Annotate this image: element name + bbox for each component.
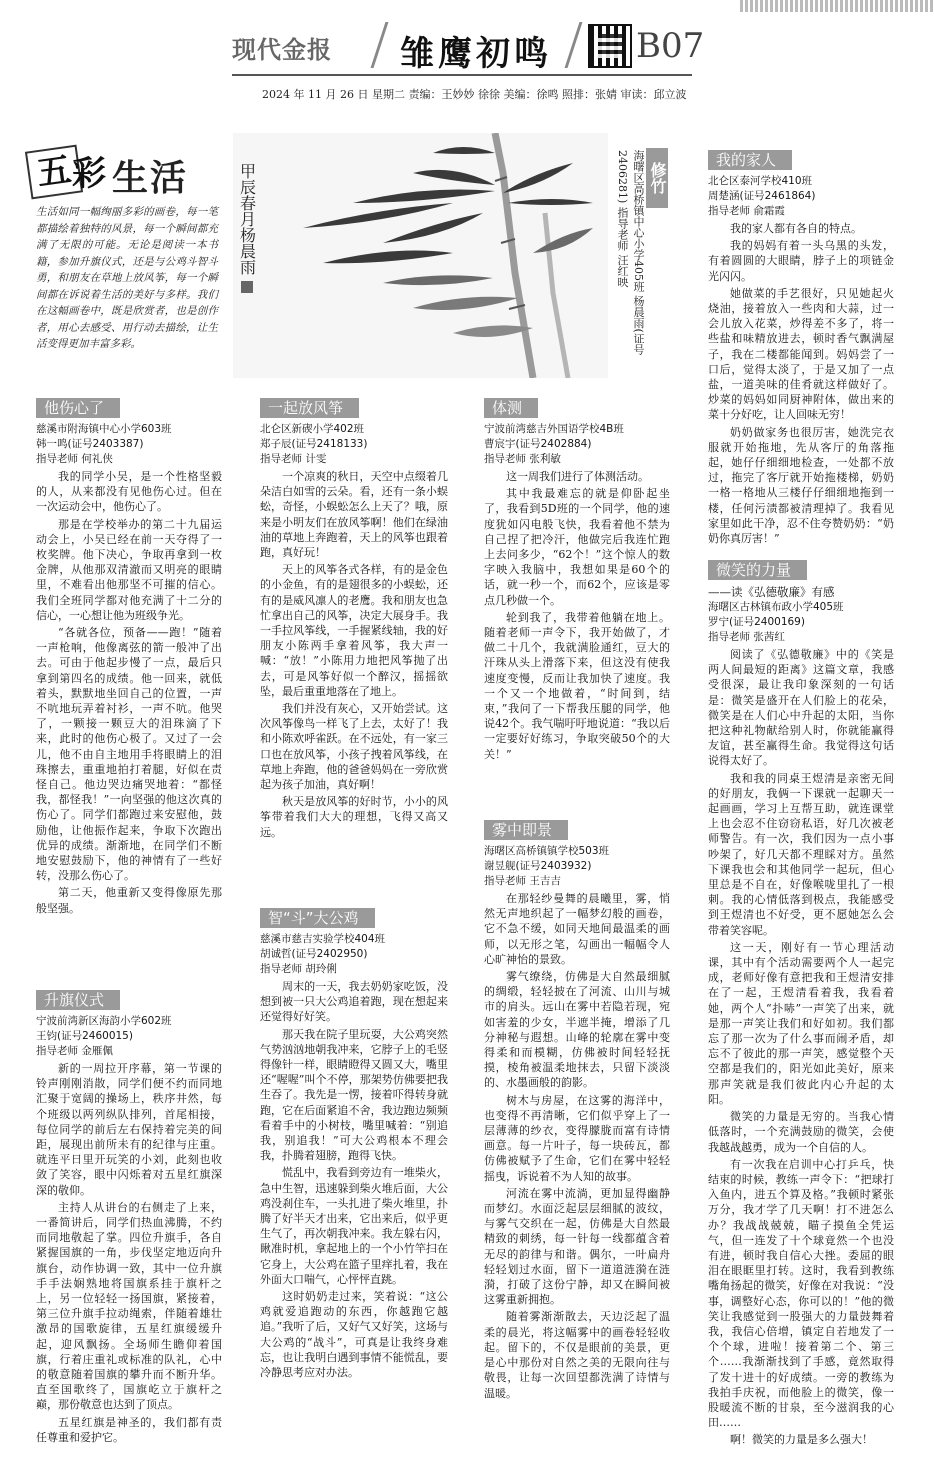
paragraph: 这一周我们进行了体测活动。 [506,470,649,483]
paragraph: 主持人从讲台的右侧走了上来，一番简讲后，同学们热血沸腾，不约而同地敬起了掌。四位升旗手，各自紧握国旗的一角，步伐坚定地迈向升旗台，动作协调一致，其中一位升旗手手法娴熟地将国旗系挂于旗杆之上，另一位轻轻一扬国旗，紧接着，第三位升旗手拉动绳索，伴随着雄壮激昂的国歌旋律，五星红旗缓缓升起，迎风飘扬。全场师生瞻仰着国旗，行着庄重礼或标准的队礼，心中的敬意随着国旗的攀升而不断升华。直至国歌终了，国旗屹立于旗杆之巅，那份敬意也达到了顶点。 [36,1200,222,1412]
paragraph: 五星红旗是神圣的，我们都有责任尊重和爱护它。 [36,1415,222,1444]
teacher: 指导老师 胡玲俐 [260,963,337,975]
paragraph: 微笑的力量是无穷的。当我心情低落时，一个充满鼓励的微笑，会使我越战越勇，成为一个自信的人。 [708,1110,894,1154]
paragraph: 轮到我了，我带着他躺在地上。随着老师一声令下，我开始做了，才做二十几个，我就满脸通红，豆大的汗珠从头上滑落下来，但这没有使我速度变慢，反而让我加快了速度。我一个又一个地做着，“时间到，结束，”我问了一下帮我压腿的同学，他说42个。我气喘吁吁地说道：“我以后一定要好好练习，争取突破50个的大关！” [484,610,670,761]
school: 宁波前湾新区海韵小学602班 [36,1015,172,1027]
article-4 [260,908,448,1380]
author: 郑子辰(证号2418133) [260,438,368,450]
school: 北仑区泰河学校410班 [708,175,813,187]
paragraph: 我和我的同桌王煜清是亲密无间的好朋友，我俩一下课就一起聊天一起画画，学习上互帮互助，就连课堂上也会忍不住窃窃私语，好几次被老师警告。有一次，我们因为一点小事吵架了，好几天都不理睬对方。虽然下课我也会和其他同学一起玩，但心里总是不自在，好像喉咙里扎了一根刺。我的心情低落到极点，我能感受到王煜清也不好受，更不愿她怎么会带着笑容呢。 [708,771,894,937]
paragraph: 她做菜的手艺很好，只见她起火烧油，接着放入一些肉和大蒜，过一会儿放入花菜，炒得差不多了，将一些盐和味精放进去，顿时香气飘满屋子，我在二楼都能闻到。妈妈尝了一口后，觉得太淡了，于是又加了一点盐，一道美味的佳肴就这样做好了。炒菜的妈妈如同厨神附体，做出来的菜十分好吃，让人回味无穷！ [708,286,894,422]
paragraph: 雾气缭绕，仿佛是大自然最细腻的绸缎，轻轻披在了河流、山川与城市的肩头。远山在雾中若隐若现，宛如害羞的少女，半遮半掩，增添了几分神秘与遐想。山峰的轮廓在雾中变得柔和而模糊，仿佛被时间轻轻抚摸，棱角被温柔地抹去，只留下淡淡的、水墨画般的韵影。 [484,970,670,1090]
paragraph: 我的家人都有各自的特点。 [730,222,862,235]
paragraph: “各就各位，预备——跑！”随着一声枪响，他像离弦的箭一般冲了出去。可由于他起步慢了一点，最后只拿到第四名的成绩。他一回来，就低着头，默默地坐回自己的位置，一声不吭地玩弄着衬衫，一声不吭。他哭了，一颗接一颗豆大的泪珠滴了下来，此时的他伤心极了。又过了一会儿，他不由自主地用手将眼睛上的泪珠擦去，重重地拍打着腿，好似在责怪自己。他边哭边痛哭地着：“都怪我，都怪我！”一向坚强的他这次真的伤心了。同学们都跑过来安慰他，鼓励他，让他振作起来，争取下次跑出优异的成绩。渐渐地，在同学们不断地安慰鼓励下，他的神情有了一些好转，没那么伤心了。 [36,626,222,883]
publication-name: 现代金报 [232,35,332,64]
paragraph: 秋天是放风筝的好时节，小小的风筝带着我们大大的理想，飞得又高又远。 [260,795,448,839]
header-divider [371,22,389,68]
paragraph: 我的同学小吴，是一个性格坚毅的人，从来都没有见他伤心过。但在一次运动会中，他伤心了。 [36,470,222,514]
paragraph: 阅读了《弘德敬廉》中的《笑是两人间最短的距离》这篇文章，我感受很深，最让我印象深刻的一句话是：微笑是盛开在人们脸上的花朵，微笑是在人们心中升起的太阳，当你把这种礼物献给别人时，你就能赢得友谊，甚至赢得生命。我觉得这句话说得太好了。 [708,648,894,768]
paragraph: 啊！微笑的力量是多么强大！ [730,1433,873,1447]
logo-text: 生活 [112,157,189,199]
article-6 [484,820,670,1401]
byline: 2024 年 11 月 26 日 星期二 责编：王妙妙 徐徐 美编：徐鸣 照排：张婧 审读：邱立波 [262,88,687,101]
painting-credit: 海曙区高桥镇中心小学405班 杨晨雨(证号2406281) 指导老师 汪红映 [616,150,645,355]
header-rule [232,74,692,76]
author: 罗宁(证号2400169) [708,616,805,628]
paragraph: 树木与房屋，在这雾的海洋中，也变得不再清晰，它们似乎穿上了一层薄薄的纱衣，变得朦胧而富有诗情画意。每一片叶子，每一块砖瓦，都仿佛被赋予了生命，它们在雾中轻轻摇曳，诉说着不为人知的故事。 [484,1093,670,1183]
school: 海曙区高桥镇镇学校503班 [484,845,610,857]
author: 曹宸宇(证号2402884) [484,438,592,450]
bamboo-illustration [233,133,608,378]
paragraph: 我的妈妈有着一头乌黑的头发，有着圆圆的大眼睛，脖子上的项链金光闪闪。 [708,239,894,283]
school: 宁波前湾慈吉外国语学校4B班 [484,423,624,435]
article-title: 升旗仪式 [36,990,120,1010]
teacher: 指导老师 王吉吉 [484,875,561,887]
header-divider [565,22,583,68]
article-title: 体测 [484,398,538,418]
school: 北仑区新碶小学402班 [260,423,365,435]
article-title: 他伤心了 [36,398,120,418]
logo-char-wu: 五 [25,145,83,200]
section-title: 雏鹰初鸣 [400,34,552,74]
teacher: 指导老师 俞霜霞 [708,205,785,217]
school: 慈溪市附海镇中心小学603班 [36,423,172,435]
paragraph: 我们并没有灰心，又开始尝试。这次风筝像鸟一样飞了上去，太好了！我和小陈欢呼雀跃。在不远处，有一家三口也在放风筝，小孩子拽着风筝线，在草地上奔跑，他的爸爸妈妈在一旁欣赏起为孩子加油，真好啊！ [260,702,448,792]
author: 谢昱舰(证号2403932) [484,860,592,872]
painting-inscription: 甲辰春月杨晨雨 [237,163,257,275]
page-number: B07 [636,26,705,66]
painting-title: 修竹 [646,148,668,208]
qr-code-icon [588,24,632,68]
paragraph: 周末的一天，我去奶奶家吃饭，没想到被一只大公鸡追着跑，现在想起来还觉得好好笑。 [260,980,448,1024]
school: 海曙区古林镇布政小学405班 [708,601,844,613]
paragraph: 这时奶奶走过来，笑着说：“这公鸡就爱追跑动的东西，你越跑它越追。”我听了后，又好气又好笑，这场与大公鸡的“战斗”，可真是让我终身难忘，也让我明白遇到事情不能慌乱，要冷静思考应对办法。 [260,1290,448,1380]
bamboo-painting [233,133,608,378]
column-intro: 生活如同一幅绚丽多彩的画卷，每一笔都描绘着独特的风景，每一个瞬间都充满了无限的可能。无论是阅读一本书籍，参加升旗仪式，还是与公鸡斗智斗勇，和朋友在草地上放风筝，每一个瞬间都在诉说着生活的美好与多样。我们在这幅画卷中，既是欣赏者，也是创作者，用心去感受、用行动去描绘，让生活变得更加丰富多彩。 [36,206,218,350]
paragraph: 天上的风筝各式各样，有的是金色的小金鱼，有的是翅很多的小蜈蚣，还有的是威风凛人的老鹰。我和朋友也急忙拿出自己的风筝，决定大展身手。我一手拉风筝线，一手握紧线轴，我的好朋友小陈两手拿着风筝，我大声一喊：“放！”小陈用力地把风筝抛了出去，可是风筝好似一个醉汉，摇摇欲坠，最后重重地落在了地上。 [260,563,448,698]
article-title: 智“斗”大公鸡 [260,908,375,928]
article-title: 一起放风筝 [260,398,359,418]
paragraph: 第二天，他重新又变得像原先那般坚强。 [36,886,222,915]
teacher: 指导老师 何礼侠 [36,453,113,465]
author: 王钧(证号2460015) [36,1030,133,1042]
article-title: 我的家人 [708,150,792,170]
article-2 [36,990,222,1445]
article-1 [36,398,222,916]
paragraph: 那是在学校举办的第二十九届运动会上，小吴已经在前一天夺得了一枚奖牌。他下决心，争取再拿到一枚金牌，从他那双清澈而又明亮的眼睛里，不难看出他那坚不可摧的信心。我们全班同学都对他充满了十二分的信心，一心想让他为班级争光。 [36,517,222,622]
article-7 [708,150,894,546]
author: 韩一鸣(证号2403387) [36,438,144,450]
paragraph: 其中我最难忘的就是仰卧起坐了，我看到5D班的一个同学，他的速度犹如闪电般飞快，我看着他不禁为自己捏了把冷汗，他做完后我连忙跑上去问多少，“62个！”这个惊人的数字映入我脑中，我想如果是60个的话，就一秒一个，而62个，应该是零点几秒做一个。 [484,487,670,607]
school: 慈溪市慈吉实验学校404班 [260,933,386,945]
paragraph: 一个凉爽的秋日，天空中点缀着几朵洁白如雪的云朵。看，还有一条小蜈蚣，奇怪，小蜈蚣怎么上天了？哦，原来是小明友们在放风筝啊！他们在绿油油的草地上奔跑着，天上的风筝也跟着跑，真好玩！ [260,470,448,560]
article-subtitle: ——读《弘德敬廉》有感 [708,585,835,599]
paragraph: 这一天，刚好有一节心理活动课，其中有个活动需要两个人一起完成，老师好像有意把我和王煜清安排在了一起，王煜清看着我，我看着她，两个人“扑哧”一声笑了出来，就是那一声笑让我们和好如初。我们都忘了那一次为了什么事而闹矛盾，却忘不了彼此的那一声笑，感觉整个天空都是我们的，阳光如此美好，原来那声笑就是我们彼此内心升起的太阳。 [708,940,894,1106]
teacher: 指导老师 计雯 [260,453,327,465]
teacher: 指导老师 金雁佩 [36,1045,113,1057]
paragraph: 奶奶做家务也很厉害，她洗完衣服就开始拖地，先从客厅的角落拖起，她仔仔细细地检查，一处都不放过，拖完了客厅就开始拖楼梯，奶奶一格一格地从三楼仔仔细细地拖到一楼，任何污渍都被清理掉了。我看见家里如此干净，忍不住夸赞奶奶：“奶奶你真厉害！” [708,425,894,546]
article-8 [708,560,894,1448]
paragraph: 新的一周拉开序幕，第一节课的铃声刚刚消散，同学们便不约而同地汇聚于宽阔的操场上，秩序井然，每个班级以两列纵队排列，首尾相接，每位同学的前后左右保持着完美的间距，展现出前所未有的纪律与庄重。就连平日里开玩笑的小刘，此刻也收敛了笑容，眼中闪烁着对五星红旗深深的敬仰。 [36,1062,222,1197]
paragraph: 那天我在院子里玩耍，大公鸡突然气势汹汹地朝我冲来，它脖子上的毛竖得像针一样，眼睛瞪得又圆又大，嘴里还“喔喔”叫个不停，那架势仿佛要把我生吞了。我先是一愣，接着吓得转身就跑，它在后面紧追不舍，我边跑边频频看着手中的小树枝，嘴里喊着：“别追我，别追我！”可大公鸡根本不理会我，扑腾着翅膀，跑得飞快。 [260,1027,448,1163]
paragraph: 随着雾渐渐散去，天边泛起了温柔的晨光，将这幅雾中的画卷轻轻收起。留下的，不仅是眼前的美景，更是心中那份对自然之美的无限向往与敬畏，让每一次回望都洗满了诗情与温暖。 [484,1310,670,1400]
author: 周楚涵(证号2461864) [708,190,816,202]
paragraph: 有一次我在启训中心打乒乓，快结束的时候，教练一声令下：“把球打入鱼内，进五个算及格。”我顿时紧张万分，我才学了几天啊！打不进怎么办？我战战兢兢，瞄子摸鱼全凭运气，但一连发了十个球竟然一个也没有进，顿时我自信心大挫。委屈的眼泪在眼眶里打转。这时，我看到教练嘴角扬起的微笑，好像在对我说：“没事，调整好心态，你可以的！”他的微笑让我感觉到一股强大的力量鼓舞着我，我信心倍增，镇定自若地发了一个个球，进啦！接着第二个、第三个……我渐渐找到了手感，竟然取得了发十进十的好成绩。一旁的教练为我拍手庆祝，而他脸上的微笑，像一股暖流不断的甘泉，至今滋润我的心田…… [708,1157,894,1430]
article-5 [484,398,670,762]
author: 胡诚哲(证号2402950) [260,948,368,960]
article-title: 微笑的力量 [708,560,807,580]
teacher: 指导老师 张茜红 [708,631,785,643]
top-decorative-bar [740,0,934,12]
article-title: 雾中即景 [484,820,568,840]
logo-char-cai: 彩 [72,154,106,194]
paragraph: 在那轻纱曼舞的晨曦里，雾，悄然无声地织起了一幅梦幻般的画卷，它不急不缓，如同天地间最温柔的画师，以无形之笔，勾画出一幅幅令人心旷神怡的景致。 [484,892,670,966]
paragraph: 河流在雾中流淌，更加显得幽静而梦幻。水面泛起层层细腻的波纹，与雾气交织在一起，仿佛是大自然最精致的刺绣，每一针每一线都蕴含着无尽的韵律与和谐。偶尔，一叶扁舟轻轻划过水面，留下一道道涟漪在涟漪，打破了这份宁静，却又在瞬间被这雾重新拥抱。 [484,1186,670,1307]
article-3 [260,398,448,840]
paragraph: 慌乱中，我看到旁边有一堆柴火，急中生智，迅速躲到柴火堆后面，大公鸡没刹住车，一头扎进了柴火堆里，扑腾了好半天才出来，它出来后，似乎更生气了，再次朝我冲来。我左躲右闪，瞅准时机，拿起地上的一个小竹竿扫在它身上，大公鸡在篮子里痒扎着，我在外面大口喘气，心怦怦直跳。 [260,1166,448,1286]
teacher: 指导老师 张利敏 [484,453,561,465]
